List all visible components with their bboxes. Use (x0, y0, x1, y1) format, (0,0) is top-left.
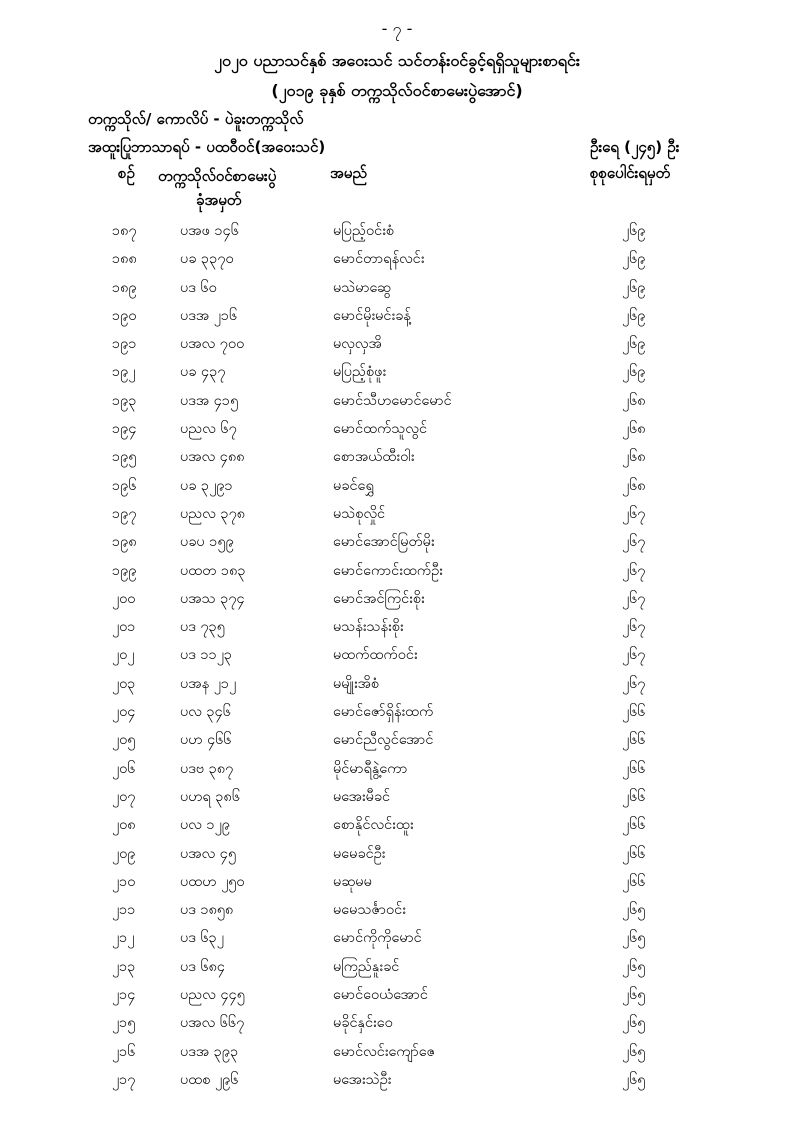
table-row (0, 671, 794, 699)
row-number: ၂၀၈ (112, 817, 136, 834)
student-name: မောင်လင်းကျော်ဇေ (333, 1043, 436, 1060)
table-row (0, 614, 794, 642)
row-number: ၂၁၇ (112, 1071, 136, 1088)
student-name: မောင်တာရန်လင်း (333, 251, 425, 268)
row-number: ၁၈၈ (112, 251, 137, 268)
row-number: ၂၁၆ (112, 1043, 136, 1060)
roll-number: ပညလ ၄၄၅ (180, 987, 245, 1004)
row-number: ၂၁၅ (112, 1015, 136, 1032)
table-row (0, 954, 794, 982)
row-number: ၂၀၅ (112, 732, 136, 749)
total-marks: ၂၆၉ (622, 251, 646, 268)
row-number: ၂၀၆ (112, 760, 136, 777)
list-title: ၂၀၂၀ ပညာသင်နှစ် အဝေးသင် သင်တန်းဝင်ခွင့်ရရှိသူများစာရင်း (214, 51, 580, 70)
table-row (0, 642, 794, 670)
table-row (0, 1039, 794, 1067)
table-row (0, 1067, 794, 1095)
student-name: မောင်မိုးမင်းခန့် (333, 307, 411, 324)
table-row (0, 869, 794, 897)
row-number: ၂၁၄ (112, 987, 136, 1004)
student-name: မပြည့်စုံဖူး (333, 364, 387, 381)
roll-number: ပအလ ၆၆၇ (180, 1015, 245, 1032)
roll-number: ပခ ၃၃၇၀ (180, 251, 234, 268)
student-name: မမျိုးအိစံ (333, 675, 380, 692)
table-row (0, 473, 794, 501)
row-number: ၁၉၂ (112, 364, 136, 381)
roll-number: ပအလ ၄၅ (180, 845, 237, 862)
row-number: ၂၀၄ (112, 704, 136, 721)
roll-number: ပထဟ ၂၅၀ (180, 873, 245, 890)
table-row (0, 416, 794, 444)
roll-number: ပလ ၁၂၉ (180, 817, 230, 834)
student-name: မအေးသဲဦး (333, 1071, 392, 1088)
row-number: ၁၉၇ (112, 505, 137, 522)
student-name: မောင်ထက်သူလွင် (333, 421, 428, 438)
row-number: ၂၁၃ (112, 958, 136, 975)
total-marks: ၂၆၇ (622, 675, 646, 692)
table-row (0, 925, 794, 953)
roll-number: ပအလ ၄၈၈ (180, 449, 245, 466)
header-roll-number (158, 164, 276, 212)
page-number: - ၇ - (381, 19, 413, 38)
row-number: ၂၀၇ (112, 788, 136, 805)
table-row (0, 558, 794, 586)
header-name: အမည် (330, 164, 367, 182)
row-number: ၁၉၄ (112, 421, 137, 438)
student-name: မဆုမမ (333, 873, 372, 890)
roll-number: ပအလ ၇၀၀ (180, 336, 245, 353)
table-row (0, 218, 794, 246)
roll-number: ပအသ ၃၇၄ (180, 590, 245, 607)
total-marks: ၂၆၅ (622, 1043, 646, 1060)
total-marks: ၂၆၇ (622, 619, 646, 636)
table-row (0, 501, 794, 529)
student-name: မသဲမာဆွေ (333, 279, 391, 296)
student-name: မောင်ဝေယံအောင် (333, 987, 428, 1004)
student-name: မောင်ညီလွင်အောင် (333, 732, 434, 749)
table-row (0, 812, 794, 840)
total-marks: ၂၆၈ (622, 449, 646, 466)
total-marks: ၂၆၉ (622, 307, 646, 324)
header-no: စဉ် (118, 164, 135, 182)
row-number: ၁၉၁ (112, 336, 137, 353)
roll-number: ပညလ ၆၇ (180, 421, 237, 438)
row-number: ၂၁၀ (112, 873, 136, 890)
total-marks: ၂၆၆ (622, 732, 646, 749)
total-marks: ၂၆၆ (622, 845, 646, 862)
total-marks: ၂၆၆ (622, 704, 646, 721)
roll-number: ပဒ ၁၁၂၃ (180, 647, 233, 664)
roll-number: ပခ ၃၂၉၁ (180, 477, 233, 494)
roll-number: ပဒ ၆၈၄ (180, 958, 226, 975)
row-number: ၂၁၁ (112, 902, 136, 919)
header-roll-line1: တက္ကသိုလ်ဝင်စာမေးပွဲ (158, 167, 277, 185)
row-number: ၁၈၇ (112, 223, 137, 239)
row-number: ၁၉၀ (112, 307, 137, 324)
table-row (0, 388, 794, 416)
student-name: မောင်ကောင်းထက်ဦး (333, 562, 443, 579)
header-total-marks: စုစုပေါင်းရမှတ် (590, 164, 671, 182)
row-number: ၂၀၃ (112, 675, 136, 692)
total-marks: ၂၆၅ (622, 1071, 646, 1088)
row-number: ၂၀၀ (112, 590, 136, 607)
row-number: ၂၀၂ (112, 647, 135, 664)
total-marks: ၂၆၅ (622, 987, 646, 1004)
student-name: မအေးမီခင် (333, 788, 391, 805)
total-marks: ၂၆၇ (622, 562, 646, 579)
table-row (0, 756, 794, 784)
table-row (0, 727, 794, 755)
student-name: မောင်အောင်မြတ်မိုး (333, 534, 435, 551)
total-marks: ၂၆၈ (622, 392, 646, 409)
row-number: ၁၉၈ (112, 534, 137, 551)
table-row (0, 529, 794, 557)
total-marks: ၂၆၇ (622, 505, 646, 522)
row-number: ၂၀၉ (112, 845, 136, 862)
student-name: မောင်ကိုကိုမောင် (333, 930, 422, 947)
student-name: မသန်းသန်းစိုး (333, 619, 404, 636)
total-marks: ၂၆၉ (622, 336, 646, 353)
total-marks: ၂၆၈ (622, 421, 646, 438)
roll-number: ပအဖ ၁၄၆ (180, 223, 239, 239)
row-number: ၂၀၁ (112, 619, 136, 636)
total-marks: ၂၆၅ (622, 930, 646, 947)
roll-number: ပခပ ၁၅၉ (180, 534, 234, 551)
roll-number: ပထစ ၂၉၆ (180, 1071, 239, 1088)
student-name: မခင်ရွှေ (333, 477, 374, 494)
roll-number: ပလ ၃၄၆ (180, 704, 231, 721)
table-row (0, 897, 794, 925)
student-name: မောင်အင်ကြင်းစိုး (333, 590, 425, 607)
row-number: ၁၉၉ (112, 562, 137, 579)
total-marks: ၂၆၇ (622, 647, 646, 664)
total-marks: ၂၆၉ (622, 364, 646, 381)
table-row (0, 784, 794, 812)
university-label: တက္ကသိုလ်/ ကောလိပ် - ပဲခူးတက္ကသိုလ် (88, 110, 304, 128)
roll-number: ပဒ ၇၃၅ (180, 619, 225, 636)
total-marks: ၂၆၅ (622, 902, 646, 919)
roll-number: ပညလ ၃၇၈ (180, 505, 246, 522)
roll-number: ပဒအ ၂၁၆ (180, 307, 238, 324)
row-number: ၁၉၅ (112, 449, 137, 466)
total-count: ဦးရေ (၂၄၅) ဦး (590, 138, 680, 156)
table-row (0, 359, 794, 387)
results-table (0, 218, 794, 1095)
table-row (0, 444, 794, 472)
roll-number: ပထတ ၁၈၃ (180, 562, 246, 579)
total-marks: ၂၆၇ (622, 590, 646, 607)
table-row (0, 246, 794, 274)
roll-number: ပဒ ၆၃၂ (180, 930, 224, 947)
roll-number: ပခ ၄၃၇ (180, 364, 226, 381)
roll-number: ပဒ ၆၀ (180, 279, 217, 296)
table-row (0, 275, 794, 303)
total-marks: ၂၆၅ (622, 1015, 646, 1032)
roll-number: ပဒအ ၄၁၅ (180, 392, 239, 409)
table-row (0, 1010, 794, 1038)
student-name: မထက်ထက်ဝင်း (333, 647, 418, 664)
table-row (0, 982, 794, 1010)
row-number: ၂၁၂ (112, 930, 135, 947)
student-name: မကြည်နူးခင် (333, 958, 400, 975)
total-marks: ၂၆၅ (622, 958, 646, 975)
roll-number: ပဟရ ၃၈၆ (180, 788, 240, 805)
total-marks: ၂၆၆ (622, 873, 646, 890)
list-subtitle: (၂၀၁၉ ခုနှစ် တက္ကသိုလ်ဝင်စာမေးပွဲအောင်) (271, 81, 523, 100)
total-marks: ၂၆၆ (622, 817, 646, 834)
total-marks: ၂၆၆ (622, 760, 646, 777)
roll-number: ပဒဗ ၃၈၇ (180, 760, 234, 777)
student-name: မလှလှအိ (333, 336, 382, 353)
row-number: ၁၉၃ (112, 392, 137, 409)
total-marks: ၂၆၈ (622, 477, 646, 494)
student-name: မပြည့်ဝင်းစံ (333, 223, 395, 239)
student-name: မောင်ဇော်ရှိန်းထက် (333, 704, 434, 721)
student-name: မမေခင်ဦး (333, 845, 386, 862)
student-name: မောင်သီဟမောင်မောင် (333, 392, 452, 409)
row-number: ၁၉၆ (112, 477, 137, 494)
roll-number: ပဒအ ၃၉၃ (180, 1043, 239, 1060)
table-row (0, 331, 794, 359)
roll-number: ပဟ ၄၆၆ (180, 732, 232, 749)
roll-number: ပအန ၂၁၂ (180, 675, 237, 692)
table-row (0, 841, 794, 869)
total-marks: ၂၆၉ (622, 223, 646, 239)
header-roll-line2: ခုံအမှတ် (196, 191, 242, 209)
student-name: မမေသင်္ဇာဝင်း (333, 902, 406, 919)
roll-number: ပဒ ၁၈၅၈ (180, 902, 234, 919)
table-row (0, 699, 794, 727)
row-number: ၁၈၉ (112, 279, 137, 296)
student-name: မိုင်မာရီနွဲ့ကော (333, 760, 408, 777)
total-marks: ၂၆၆ (622, 788, 646, 805)
student-name: စောနိုင်လင်းထူး (333, 817, 414, 834)
table-row (0, 303, 794, 331)
table-row (0, 586, 794, 614)
total-marks: ၂၆၇ (622, 534, 646, 551)
specialization-label: အထူးပြုဘာသာရပ် - ပထဝီဝင်(အဝေးသင်) (88, 138, 326, 156)
student-name: စောအယ်ထီးဝါး (333, 449, 415, 466)
total-marks: ၂၆၉ (622, 279, 646, 296)
student-name: မသဲစုလှိုင် (333, 505, 386, 522)
student-name: မခိုင်နှင်းဝေ (333, 1015, 393, 1032)
